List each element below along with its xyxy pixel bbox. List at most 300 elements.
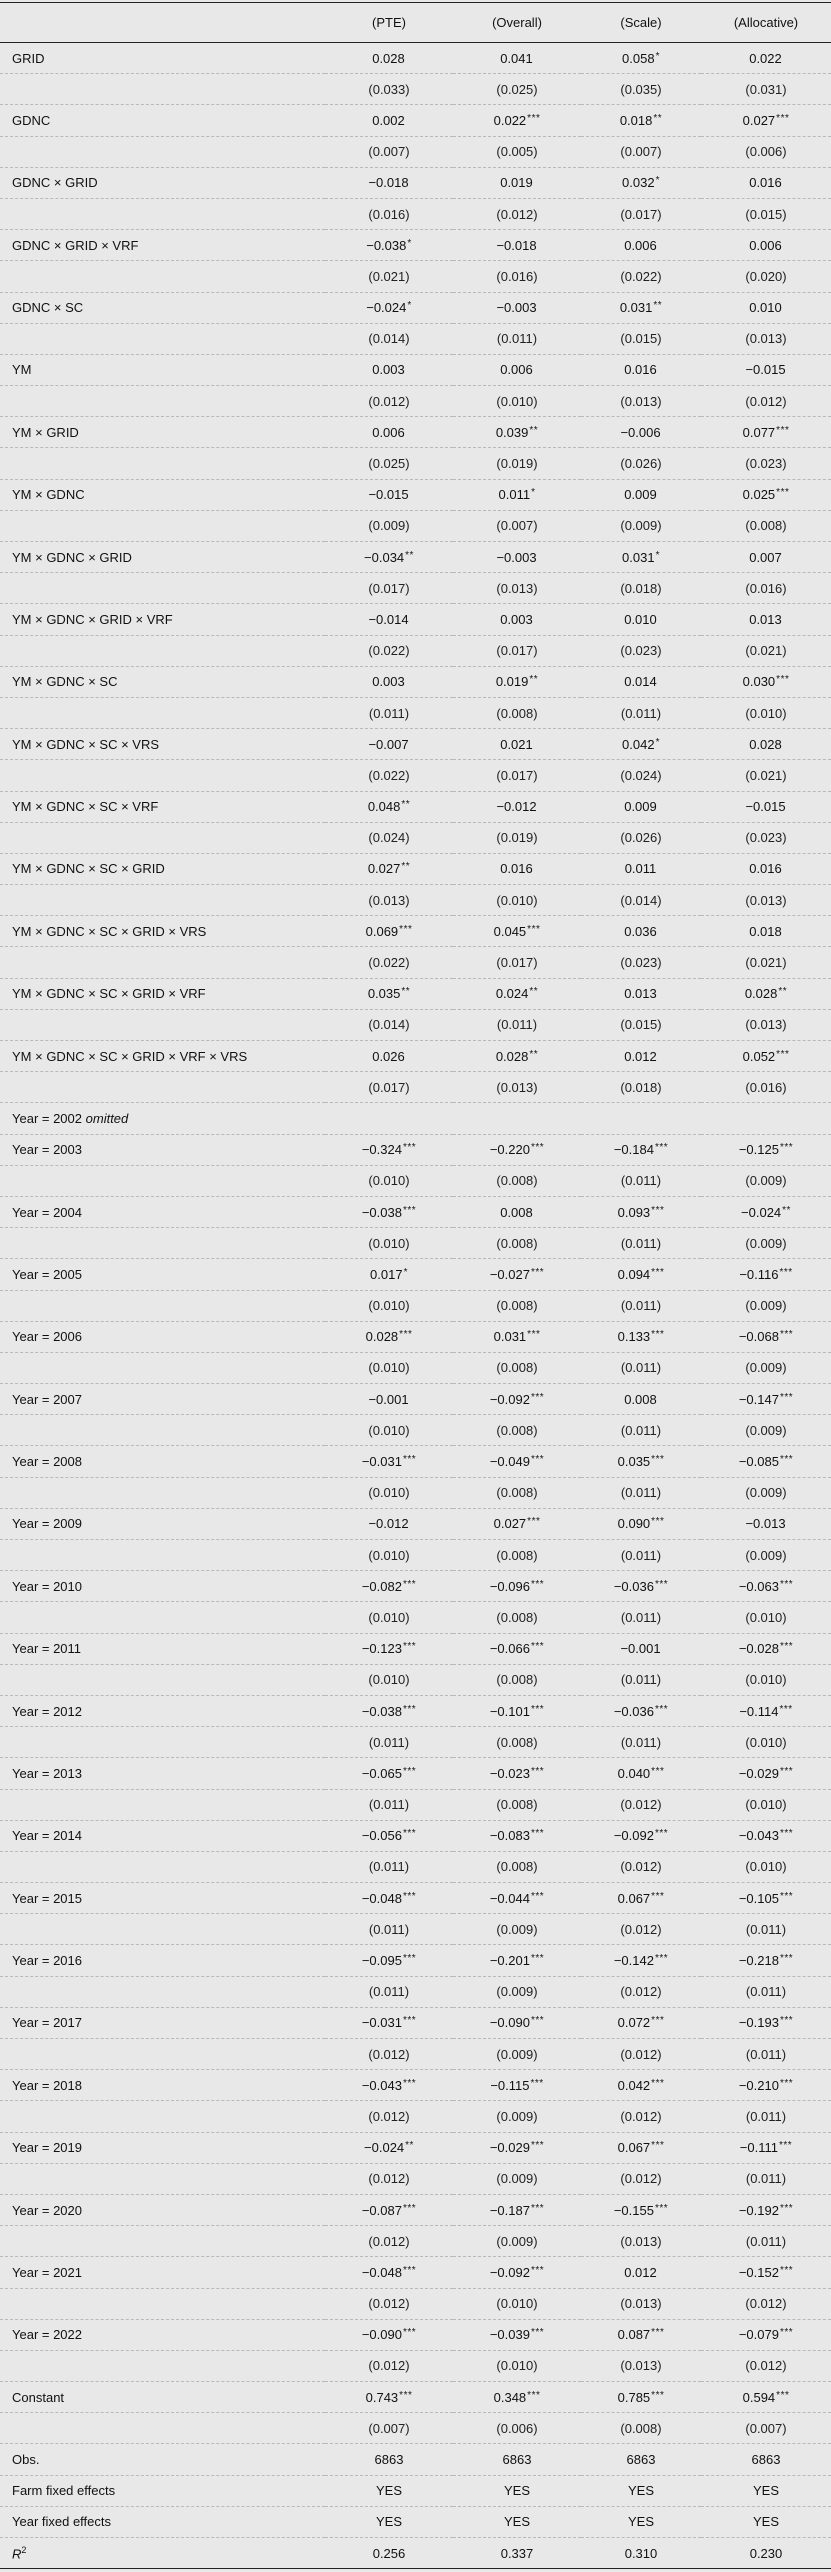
coefficient-cell <box>701 2007 831 2038</box>
coefficient-value: 0.019 <box>500 175 533 191</box>
standard-error-row <box>0 2226 831 2257</box>
standard-error-cell: (0.012) <box>325 2226 453 2257</box>
significance-stars: *** <box>527 2389 541 2401</box>
coefficient-row <box>0 417 831 448</box>
coefficient-cell <box>325 105 453 136</box>
standard-error-cell: (0.010) <box>453 2350 581 2381</box>
coefficient-value: 0.048 <box>367 799 401 815</box>
significance-stars: *** <box>402 1454 417 1466</box>
significance-stars: *** <box>530 2015 545 2027</box>
coefficient-value: −0.018 <box>368 175 409 191</box>
coefficient-cell <box>581 292 701 323</box>
significance-stars: *** <box>527 112 541 124</box>
coefficient-value: −0.048 <box>361 1890 402 1906</box>
coefficient-row <box>0 1196 831 1227</box>
coefficient-cell <box>453 2132 581 2163</box>
coefficient-cell <box>701 1820 831 1851</box>
standard-error-cell: (0.009) <box>453 1914 581 1945</box>
coefficient-cell <box>453 978 581 1009</box>
coefficient-value: 0.011 <box>498 487 531 503</box>
coefficient-value: 0.006 <box>624 237 657 253</box>
coefficient-value: 0.027 <box>742 112 776 128</box>
coefficient-cell <box>581 1134 701 1165</box>
standard-error-cell: (0.011) <box>325 1789 453 1820</box>
standard-error-cell: (0.008) <box>453 1602 581 1633</box>
coefficient-cell <box>701 2194 831 2225</box>
coefficient-row <box>0 542 831 573</box>
significance-stars: ** <box>782 1204 791 1216</box>
row-label: YM × GDNC × SC × GRID × VRF <box>0 978 325 1009</box>
standard-error-cell: (0.012) <box>325 386 453 417</box>
row-label: Year = 2021 <box>0 2257 325 2288</box>
standard-error-cell: (0.013) <box>581 2288 701 2319</box>
coefficient-cell <box>701 542 831 573</box>
coefficient-value: −0.039 <box>489 2327 530 2343</box>
footer-value: YES <box>701 2506 831 2537</box>
coefficient-value: 0.018 <box>619 112 653 128</box>
coefficient-value: 0.028 <box>744 986 778 1002</box>
standard-error-row <box>0 2163 831 2194</box>
r-squared-label <box>0 2538 325 2569</box>
significance-stars: *** <box>530 2140 545 2152</box>
coefficient-value: 0.002 <box>372 112 405 128</box>
coefficient-cell <box>325 479 453 510</box>
coefficient-cell <box>453 791 581 822</box>
empty-cell <box>325 1103 453 1134</box>
footer-row <box>0 2506 831 2537</box>
standard-error-cell: (0.015) <box>581 323 701 354</box>
standard-error-row <box>0 2413 831 2444</box>
coefficient-row <box>0 1945 831 1976</box>
standard-error-cell: (0.008) <box>453 1228 581 1259</box>
coefficient-value: 0.348 <box>493 2389 527 2405</box>
standard-error-cell: (0.012) <box>701 2288 831 2319</box>
coefficient-row <box>0 1883 831 1914</box>
coefficient-value: −0.048 <box>361 2264 402 2280</box>
row-label: YM × GDNC × SC × VRS <box>0 729 325 760</box>
coefficient-value: 0.036 <box>624 923 657 939</box>
standard-error-cell: (0.011) <box>453 323 581 354</box>
significance-stars: *** <box>402 1890 417 1902</box>
coefficient-cell <box>581 2194 701 2225</box>
standard-error-cell: (0.011) <box>581 697 701 728</box>
significance-stars: *** <box>651 1765 665 1777</box>
standard-error-cell: (0.012) <box>581 1789 701 1820</box>
coefficient-cell <box>581 1758 701 1789</box>
coefficient-cell <box>581 916 701 947</box>
standard-error-row <box>0 1540 831 1571</box>
standard-error-row <box>0 510 831 541</box>
coefficient-value: 0.009 <box>624 799 657 815</box>
coefficient-value: 0.039 <box>495 424 529 440</box>
coefficient-cell <box>325 43 453 74</box>
significance-stars: ** <box>653 112 663 124</box>
coefficient-value: −0.085 <box>738 1454 779 1470</box>
coefficient-cell <box>581 2070 701 2101</box>
significance-stars: *** <box>651 1890 665 1902</box>
coefficient-cell <box>325 1571 453 1602</box>
r-squared-value: 0.256 <box>325 2538 453 2569</box>
coefficient-value: −0.007 <box>368 736 409 752</box>
coefficient-cell <box>701 2070 831 2101</box>
significance-stars: *** <box>530 1578 545 1590</box>
row-label: GDNC × SC <box>0 292 325 323</box>
standard-error-cell: (0.014) <box>581 885 701 916</box>
coefficient-value: 0.042 <box>622 736 655 752</box>
row-label: Year = 2016 <box>0 1945 325 1976</box>
row-label: Year = 2014 <box>0 1820 325 1851</box>
coefficient-cell <box>453 604 581 635</box>
significance-stars: *** <box>779 1953 794 1965</box>
significance-stars: *** <box>399 1329 413 1341</box>
standard-error-cell: (0.026) <box>581 822 701 853</box>
standard-error-cell: (0.011) <box>701 1976 831 2007</box>
significance-stars: *** <box>530 2202 545 2214</box>
footer-value: YES <box>581 2475 701 2506</box>
standard-error-cell: (0.022) <box>325 635 453 666</box>
empty-label <box>0 1477 325 1508</box>
coefficient-cell <box>325 1508 453 1539</box>
coefficient-value: −0.036 <box>613 1578 654 1594</box>
coefficient-cell <box>701 1945 831 1976</box>
standard-error-cell: (0.006) <box>453 2413 581 2444</box>
coefficient-row <box>0 1259 831 1290</box>
standard-error-cell: (0.009) <box>325 510 453 541</box>
coefficient-value: 0.016 <box>749 175 782 191</box>
coefficient-value: −0.001 <box>620 1641 661 1657</box>
coefficient-value: 0.028 <box>365 1329 399 1345</box>
standard-error-cell: (0.011) <box>325 1976 453 2007</box>
standard-error-row <box>0 1664 831 1695</box>
coefficient-value: −0.220 <box>489 1142 530 1158</box>
standard-error-cell: (0.011) <box>325 1727 453 1758</box>
standard-error-row <box>0 885 831 916</box>
coefficient-cell <box>453 1945 581 1976</box>
coefficient-value: 0.024 <box>495 986 529 1002</box>
significance-stars: *** <box>779 1828 794 1840</box>
significance-stars: ** <box>529 986 539 998</box>
coefficient-cell <box>453 1633 581 1664</box>
standard-error-row <box>0 947 831 978</box>
coefficient-cell <box>325 853 453 884</box>
row-label: Year = 2008 <box>0 1446 325 1477</box>
row-label: Year = 2003 <box>0 1134 325 1165</box>
coefficient-cell <box>701 105 831 136</box>
coefficient-value: −0.043 <box>361 2077 402 2093</box>
coefficient-cell <box>581 604 701 635</box>
standard-error-cell: (0.009) <box>701 1228 831 1259</box>
footer-value: 6863 <box>701 2444 831 2475</box>
significance-stars: *** <box>776 674 790 686</box>
coefficient-value: 0.021 <box>500 736 533 752</box>
coefficient-value: 0.032 <box>622 175 655 191</box>
empty-label <box>0 448 325 479</box>
standard-error-cell: (0.017) <box>453 760 581 791</box>
standard-error-cell: (0.016) <box>325 198 453 229</box>
standard-error-row <box>0 1009 831 1040</box>
standard-error-cell: (0.017) <box>453 635 581 666</box>
coefficient-cell <box>581 105 701 136</box>
coefficient-value: 0.041 <box>500 50 533 66</box>
coefficient-value: −0.038 <box>361 1204 402 1220</box>
omitted-label <box>0 1103 325 1134</box>
coefficient-cell <box>325 1446 453 1477</box>
standard-error-row <box>0 2039 831 2070</box>
row-label: Year = 2006 <box>0 1321 325 1352</box>
coefficient-cell <box>325 2319 453 2350</box>
coefficient-cell <box>453 105 581 136</box>
standard-error-cell: (0.009) <box>701 1290 831 1321</box>
coefficient-cell <box>325 417 453 448</box>
standard-error-cell: (0.008) <box>581 2413 701 2444</box>
coefficient-row <box>0 167 831 198</box>
coefficient-value: 0.069 <box>365 923 399 939</box>
standard-error-row <box>0 198 831 229</box>
coefficient-cell <box>701 853 831 884</box>
coefficient-value: −0.023 <box>489 1765 530 1781</box>
coefficient-cell <box>453 1321 581 1352</box>
empty-label <box>0 635 325 666</box>
standard-error-cell: (0.011) <box>581 1664 701 1695</box>
coefficient-value: 0.743 <box>365 2389 399 2405</box>
coefficient-value: 0.025 <box>742 487 776 503</box>
standard-error-cell: (0.010) <box>453 386 581 417</box>
coefficient-value: −0.125 <box>738 1142 779 1158</box>
empty-label <box>0 2039 325 2070</box>
coefficient-value: 0.009 <box>624 487 657 503</box>
coefficient-value: −0.193 <box>738 2015 779 2031</box>
coefficient-cell <box>325 1883 453 1914</box>
coefficient-cell <box>701 1259 831 1290</box>
coefficient-cell <box>325 916 453 947</box>
standard-error-cell: (0.005) <box>453 136 581 167</box>
coefficient-value: −0.192 <box>738 2202 779 2218</box>
empty-label <box>0 1228 325 1259</box>
coefficient-value: 0.008 <box>500 1204 533 1220</box>
standard-error-cell: (0.018) <box>581 573 701 604</box>
coefficient-value: −0.082 <box>361 1578 402 1594</box>
coefficient-cell <box>581 2319 701 2350</box>
coefficient-cell <box>701 1758 831 1789</box>
standard-error-row <box>0 573 831 604</box>
coefficient-cell <box>581 354 701 385</box>
coefficient-value: 0.093 <box>617 1204 651 1220</box>
coefficient-value: 0.026 <box>372 1048 405 1064</box>
coefficient-cell <box>581 230 701 261</box>
standard-error-cell: (0.013) <box>453 573 581 604</box>
coefficient-value: 0.028 <box>372 50 405 66</box>
standard-error-cell: (0.012) <box>701 2350 831 2381</box>
coefficient-value: −0.115 <box>490 2077 530 2093</box>
standard-error-cell: (0.026) <box>581 448 701 479</box>
standard-error-cell: (0.021) <box>701 760 831 791</box>
coefficient-cell <box>325 292 453 323</box>
empty-label <box>0 74 325 105</box>
standard-error-cell: (0.012) <box>325 2288 453 2319</box>
standard-error-cell: (0.010) <box>325 1228 453 1259</box>
coefficient-cell <box>453 479 581 510</box>
coefficient-cell <box>453 1196 581 1227</box>
coefficient-cell <box>453 1041 581 1072</box>
coefficient-value: −0.152 <box>738 2264 779 2280</box>
empty-label <box>0 2288 325 2319</box>
footer-label: Farm fixed effects <box>0 2475 325 2506</box>
row-label: YM × GRID <box>0 417 325 448</box>
significance-stars: *** <box>651 2015 665 2027</box>
coefficient-value: −0.090 <box>361 2327 402 2343</box>
significance-stars: *** <box>779 1890 794 1902</box>
standard-error-cell: (0.017) <box>325 1072 453 1103</box>
standard-error-cell: (0.011) <box>581 1540 701 1571</box>
standard-error-cell: (0.011) <box>581 1415 701 1446</box>
standard-error-cell: (0.016) <box>701 1072 831 1103</box>
standard-error-cell: (0.011) <box>325 1851 453 1882</box>
omitted-note: omitted <box>85 1110 129 1126</box>
significance-stars: *** <box>402 1953 417 1965</box>
coefficient-cell <box>325 2007 453 2038</box>
coefficient-value: −0.012 <box>368 1516 409 1532</box>
standard-error-cell: (0.012) <box>581 1851 701 1882</box>
standard-error-cell: (0.021) <box>701 947 831 978</box>
standard-error-cell: (0.013) <box>453 1072 581 1103</box>
standard-error-cell: (0.016) <box>453 261 581 292</box>
significance-stars: *** <box>776 487 790 499</box>
footer-label: Obs. <box>0 2444 325 2475</box>
standard-error-cell: (0.017) <box>325 573 453 604</box>
coefficient-value: 0.035 <box>367 986 401 1002</box>
significance-stars: *** <box>651 1266 665 1278</box>
coefficient-cell <box>453 1820 581 1851</box>
significance-stars: *** <box>527 1329 541 1341</box>
table-body <box>0 43 831 2569</box>
empty-label <box>0 1009 325 1040</box>
coefficient-value: 0.006 <box>500 362 533 378</box>
standard-error-cell: (0.012) <box>325 2350 453 2381</box>
coefficient-row <box>0 791 831 822</box>
coefficient-cell <box>581 1508 701 1539</box>
coefficient-cell <box>581 43 701 74</box>
standard-error-cell: (0.010) <box>701 1602 831 1633</box>
standard-error-cell: (0.008) <box>453 697 581 728</box>
standard-error-cell: (0.017) <box>581 198 701 229</box>
coefficient-value: 0.052 <box>742 1048 776 1064</box>
footer-value: YES <box>453 2475 581 2506</box>
significance-stars: *** <box>530 1953 545 1965</box>
coefficient-value: −0.142 <box>613 1953 654 1969</box>
footer-value: YES <box>325 2506 453 2537</box>
empty-cell <box>701 1103 831 1134</box>
row-label: Year = 2009 <box>0 1508 325 1539</box>
footer-value: YES <box>453 2506 581 2537</box>
coefficient-cell <box>701 1446 831 1477</box>
coefficient-row <box>0 2382 831 2413</box>
footer-value: YES <box>581 2506 701 2537</box>
standard-error-cell: (0.011) <box>701 2039 831 2070</box>
standard-error-cell: (0.014) <box>325 1009 453 1040</box>
coefficient-value: 0.022 <box>493 112 527 128</box>
row-label: Year = 2007 <box>0 1384 325 1415</box>
standard-error-cell: (0.008) <box>453 1165 581 1196</box>
coefficient-cell <box>581 853 701 884</box>
row-label: YM × GDNC × GRID × VRF <box>0 604 325 635</box>
significance-stars: *** <box>530 2077 544 2089</box>
significance-stars: *** <box>654 1578 669 1590</box>
standard-error-cell: (0.011) <box>581 1290 701 1321</box>
significance-stars: *** <box>651 1329 665 1341</box>
coefficient-cell <box>701 604 831 635</box>
significance-stars: *** <box>776 1048 790 1060</box>
coefficient-cell <box>581 479 701 510</box>
r-squared-value: 0.310 <box>581 2538 701 2569</box>
coefficient-row <box>0 1134 831 1165</box>
standard-error-cell: (0.010) <box>325 1415 453 1446</box>
header-row <box>0 3 831 43</box>
significance-stars: *** <box>402 1703 417 1715</box>
coefficient-value: −0.036 <box>613 1703 654 1719</box>
empty-label <box>0 1352 325 1383</box>
empty-label <box>0 1914 325 1945</box>
standard-error-cell: (0.015) <box>581 1009 701 1040</box>
significance-stars: *** <box>779 1765 794 1777</box>
r-squared-value: 0.230 <box>701 2538 831 2569</box>
standard-error-row <box>0 448 831 479</box>
coefficient-value: −0.018 <box>496 237 537 253</box>
coefficient-cell <box>701 1384 831 1415</box>
coefficient-row <box>0 354 831 385</box>
coefficient-cell <box>701 167 831 198</box>
coefficient-value: −0.087 <box>361 2202 402 2218</box>
coefficient-value: 0.028 <box>749 736 782 752</box>
significance-stars: * <box>655 736 660 748</box>
significance-stars: ** <box>401 799 411 811</box>
coefficient-cell <box>453 43 581 74</box>
coefficient-value: −0.028 <box>738 1641 779 1657</box>
coefficient-cell <box>325 2257 453 2288</box>
row-label: YM × GDNC × SC × GRID <box>0 853 325 884</box>
coefficient-row <box>0 1508 831 1539</box>
coefficient-cell <box>453 916 581 947</box>
coefficient-value: −0.111 <box>739 2140 778 2156</box>
coefficient-row <box>0 1758 831 1789</box>
significance-stars: * <box>655 50 660 62</box>
coefficient-value: −0.201 <box>489 1953 530 1969</box>
coefficient-row <box>0 2007 831 2038</box>
coefficient-cell <box>581 1571 701 1602</box>
coefficient-value: −0.015 <box>745 799 786 815</box>
standard-error-cell: (0.023) <box>701 822 831 853</box>
coefficient-value: −0.024 <box>366 300 407 316</box>
coefficient-value: −0.083 <box>489 1828 530 1844</box>
standard-error-cell: (0.010) <box>701 1851 831 1882</box>
significance-stars: *** <box>402 2015 417 2027</box>
standard-error-row <box>0 2350 831 2381</box>
coefficient-row <box>0 1384 831 1415</box>
coefficient-cell <box>581 729 701 760</box>
coefficient-value: 0.012 <box>624 2264 657 2280</box>
standard-error-cell: (0.011) <box>701 1914 831 1945</box>
empty-label <box>0 136 325 167</box>
coefficient-row <box>0 916 831 947</box>
significance-stars: *** <box>776 2389 790 2401</box>
significance-stars: *** <box>779 2264 794 2276</box>
footer-value: 6863 <box>453 2444 581 2475</box>
standard-error-cell: (0.019) <box>453 448 581 479</box>
standard-error-cell: (0.013) <box>581 2350 701 2381</box>
significance-stars: ** <box>653 300 663 312</box>
standard-error-cell: (0.008) <box>701 510 831 541</box>
coefficient-value: −0.096 <box>489 1578 530 1594</box>
coefficient-value: −0.114 <box>739 1703 779 1719</box>
